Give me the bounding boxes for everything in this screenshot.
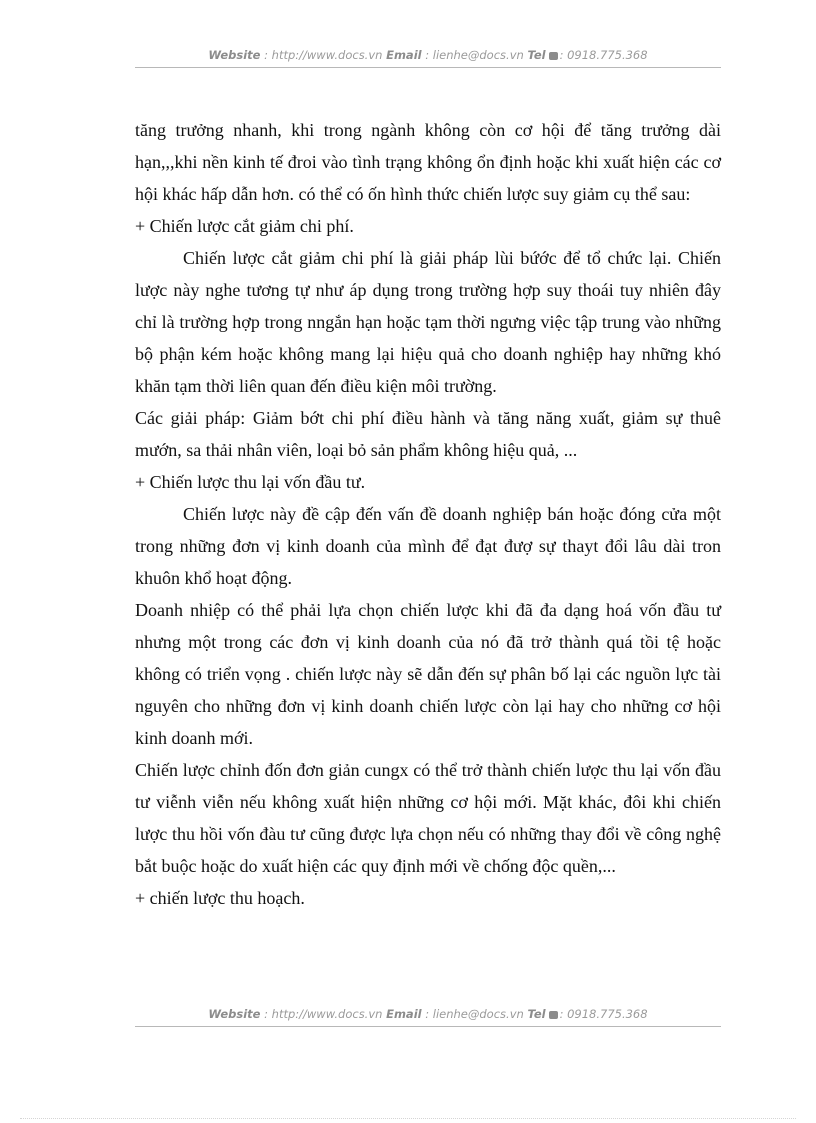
header-tel-label: Tel [527,48,546,62]
header-divider [135,67,721,68]
document-body [135,114,721,914]
phone-icon [549,52,558,60]
footer-divider [135,1026,721,1027]
footer-website-link[interactable]: : http://www.docs.vn [264,1007,383,1021]
section-heading-cost-cutting: + Chiến lược cắt giảm chi phí. [135,216,354,236]
section-heading-divestment: + Chiến lược thu lại vốn đầu tư. [135,472,366,492]
footer-tel-label: Tel [527,1007,546,1021]
header-website-link[interactable]: : http://www.docs.vn [264,48,383,62]
footer-tel-value: : 0918.775.368 [559,1007,648,1021]
paragraph: Chiến lược này đề cập đến vấn đề doanh nghiệp bán hoặc đóng cửa một trong những đơn vị kinh doanh của mình để đạt đượ sự thayt đổi lâu dài tron khuôn khổ hoạt động. [135,504,721,588]
paragraph: Chiến lược cắt giảm chi phí là giải pháp lùi bứớc để tổ chức lại. Chiến lược này nghe tương tự như áp dụng trong trường hợp suy thoái tuy nhiên đây chỉ là trường hợp trong nngắn hạn hoặc tạm thời ngưng việc tập trung vào những bộ phận kém hoặc không mang lại hiệu quả cho doanh nghiệp hay những khó khăn tạm thời liên quan đến điều kiện môi trường. [135,248,721,396]
footer-email-label: Email [386,1007,422,1021]
header-email-label: Email [386,48,422,62]
page-footer [135,1007,721,1021]
page-header [135,48,721,62]
section-heading-harvest: + chiến lược thu hoạch. [135,888,305,908]
header-tel-value: : 0918.775.368 [559,48,648,62]
page-edge-divider [20,1118,796,1119]
paragraph: Doanh nhiệp có thể phải lựa chọn chiến lược khi đã đa dạng hoá vốn đầu tư nhưng một trong các đơn vị kinh doanh của nó đã trở thành quá tồi tệ hoặc không có triển vọng . chiến lược này sẽ dẫn đến sự phân bố lại các nguồn lực tài nguyên cho những đơn vị kinh doanh chiến lược còn lại hay cho những cơ hội kinh doanh mới. [135,600,721,748]
footer-email-link[interactable]: : lienhe@docs.vn [425,1007,524,1021]
phone-icon [549,1011,558,1019]
header-email-link[interactable]: : lienhe@docs.vn [425,48,524,62]
footer-website-label: Website [208,1007,261,1021]
paragraph: tăng trưởng nhanh, khi trong ngành không còn cơ hội để tăng trưởng dài hạn,,,khi nền kinh tế đroi vào tình trạng không ổn định hoặc khi xuất hiện các cơ hội khác hấp dẫn hơn. có thể có ốn hình thức chiến lược suy giảm cụ thể sau: [135,120,721,204]
paragraph: Các giải pháp: Giảm bớt chi phí điều hành và tăng năng xuất, giảm sự thuê mướn, sa thải nhân viên, loại bỏ sản phẩm không hiệu quả, ... [135,408,721,460]
paragraph: Chiến lược chỉnh đốn đơn giản cungx có thể trở thành chiến lược thu lại vốn đầu tư viễnh viễn nếu không xuất hiện những cơ hội mới. Mặt khác, đôi khi chiến lược thu hồi vốn đàu tư cũng được lựa chọn nếu có những thay đổi về công nghệ bắt buộc hoặc do xuất hiện các quy định mới về chống độc quền,... [135,760,721,876]
header-website-label: Website [208,48,261,62]
